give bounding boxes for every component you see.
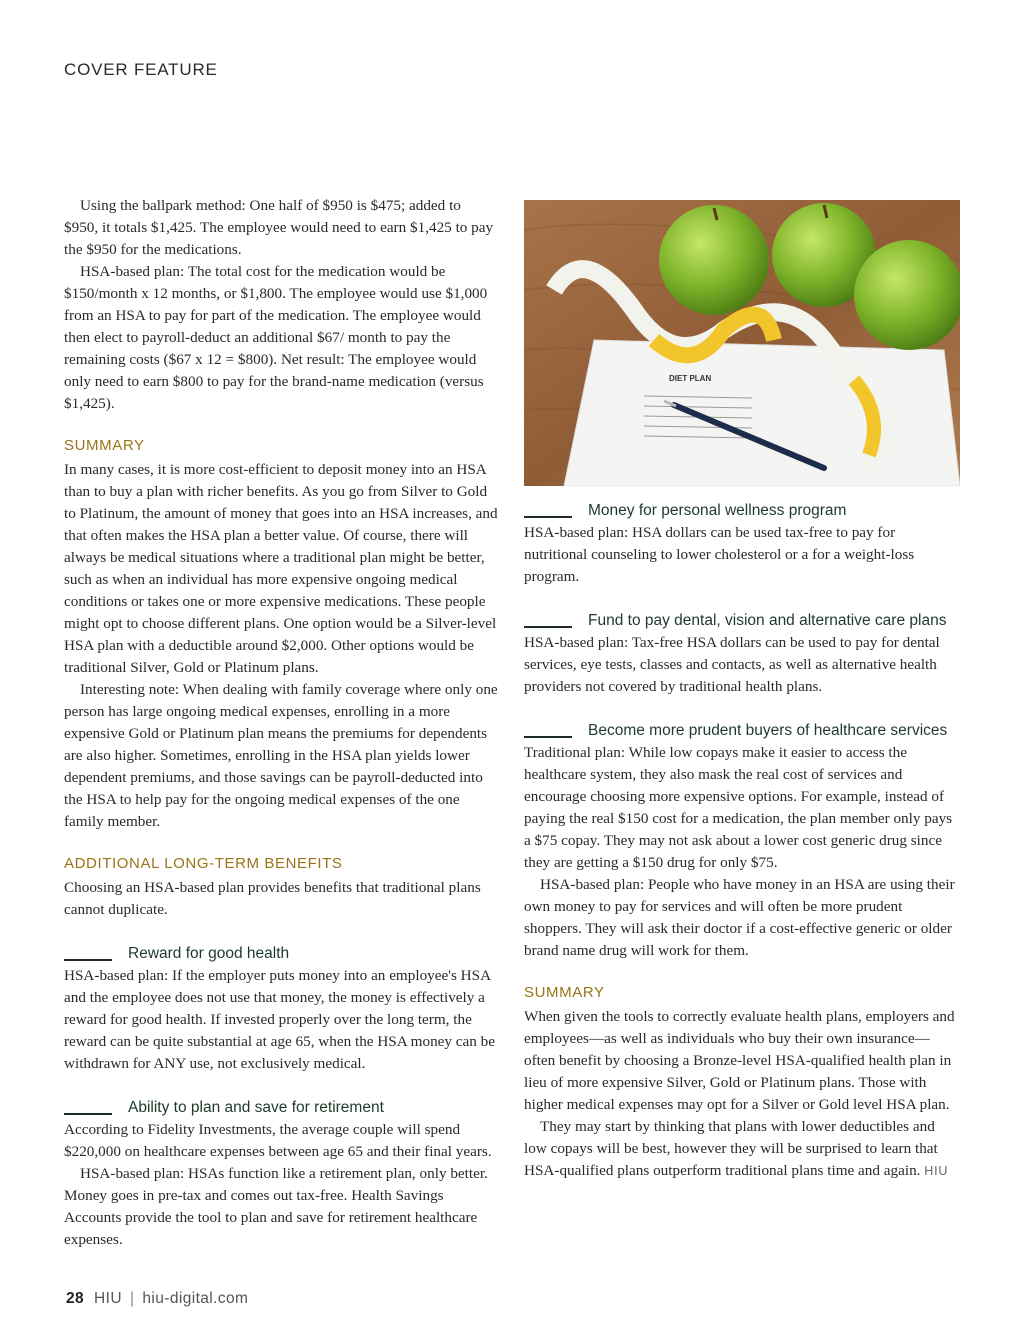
benefit-heading-text: Money for personal wellness program: [588, 502, 847, 519]
benefit-heading-dental: [524, 610, 960, 632]
website-link[interactable]: hiu-digital.com: [142, 1290, 249, 1307]
benefit-heading-text: Fund to pay dental, vision and alternative care plans: [588, 612, 947, 629]
body-paragraph: HSA-based plan: HSA dollars can be used tax-free to pay for nutritional counseling to lower cholesterol or a for a weight-loss program.: [524, 524, 915, 585]
body-paragraph: Choosing an HSA-based plan provides benefits that traditional plans cannot duplicate.: [64, 879, 481, 918]
magazine-name: HIU: [94, 1290, 122, 1307]
body-paragraph: Using the ballpark method: One half of $950 is $475; added to $950, it totals $1,425. The employee would need to earn $1,425 to pay the $950 for the medications.: [64, 197, 494, 258]
body-paragraph: [524, 1116, 960, 1182]
heading-rule: [524, 626, 572, 628]
benefit-heading-prudent: [524, 720, 960, 742]
footer-separator: |: [129, 1290, 135, 1307]
end-signature: HIU: [924, 1164, 949, 1178]
closing-text: They may start by thinking that plans with lower deductibles and low copays will be best, however they will be surprised to learn that HSA-qualified plans outperform traditional plans time and again.: [524, 1118, 938, 1179]
benefit-heading-retirement: [64, 1097, 498, 1119]
body-paragraph: HSA-based plan: Tax-free HSA dollars can be used to pay for dental services, eye tests, classes and contacts, as well as alternative health providers not covered by traditional health plans.: [524, 634, 940, 695]
page-number: 28: [66, 1290, 85, 1307]
heading-rule: [524, 736, 572, 738]
right-column: [524, 200, 960, 1182]
heading-rule: [64, 959, 112, 961]
body-paragraph: According to Fidelity Investments, the average couple will spend $220,000 on healthcare expenses between age 65 and their final years.: [64, 1121, 492, 1160]
benefit-heading-text: Become more prudent buyers of healthcare services: [588, 722, 948, 739]
body-paragraph: Traditional plan: While low copays make it easier to access the healthcare system, they also mask the real cost of services and encourage choosing more expensive options. For example, instead of paying the real $150 cost for a medication, the plan member only pays a $75 copay. They may not ask about a lower cost generic drug since they are getting a $150 drug for only $75.: [524, 744, 953, 871]
body-paragraph: HSA-based plan: If the employer puts money into an employee's HSA and the employee does not use that money, the money is effectively a reward for good health. If invested properly over the long term, the reward can be quite substantial at age 65, when the HSA money can be withdrawn for ANY use, not exclusively medical.: [64, 967, 496, 1072]
body-paragraph: In many cases, it is more cost-efficient to deposit money into an HSA than to buy a plan with richer benefits. As you go from Silver to Gold to Platinum, the amount of money that goes into an HSA increases, and that often makes the HSA plan a better value. Of course, there will always be medical situations where a traditional plan might be better, such as when an individual has more expensive ongoing medical conditions or takes one or more expensive medications. These people might opt to choose different plans. One option would be a Silver-level HSA plan with a deductible around $2,000. Other options would be traditional Silver, Gold or Platinum plans.: [64, 461, 498, 676]
heading-rule: [524, 516, 572, 518]
heading-rule: [64, 1113, 112, 1115]
benefit-heading-wellness: [524, 500, 960, 522]
page-footer: [66, 1290, 248, 1308]
body-paragraph: HSA-based plan: The total cost for the medication would be $150/month x 12 months, or $1,800. The employee would use $1,000 from an HSA to pay for part of the medication. The employee would then elect to payroll-deduct an additional $67/ month to pay the remaining costs ($67 x 12 = $800). Net result: The employee would only need to earn $800 to pay for the brand-name medication (versus $1,425).: [64, 263, 488, 412]
apples-tape-illustration: [524, 200, 960, 486]
summary-heading: SUMMARY: [64, 437, 145, 454]
body-paragraph: When given the tools to correctly evaluate health plans, employers and employees—as well as individuals who buy their own insurance—often benefit by choosing a Bronze-level HSA-qualified health plan in lieu of more expensive Silver, Gold or Platinum plans. Those with higher medical expenses may opt for a Silver or Gold level HSA plan.: [524, 1008, 955, 1113]
section-label: COVER FEATURE: [64, 60, 218, 79]
benefit-heading-reward: [64, 943, 498, 965]
body-paragraph: HSA-based plan: People who have money in an HSA are using their own money to pay for services and will often be more prudent shoppers. They will ask their doctor if a cost-effective generic or older brand name drug will work for them.: [524, 876, 955, 959]
diet-plan-label: DIET PLAN: [669, 374, 712, 383]
diet-plan-photo: [524, 200, 960, 486]
benefit-heading-text: Ability to plan and save for retirement: [128, 1099, 384, 1116]
summary-heading: SUMMARY: [524, 984, 605, 1001]
left-column: [64, 195, 498, 1251]
body-paragraph: HSA-based plan: HSAs function like a retirement plan, only better. Money goes in pre-tax and comes out tax-free. Health Savings Accounts provide the tool to plan and save for retirement healthcare expenses.: [64, 1165, 488, 1248]
body-paragraph: Interesting note: When dealing with family coverage where only one person has large ongoing medical expenses, enrolling in a more expensive Gold or Platinum plan means the premiums for dependents are also higher. Sometimes, enrolling in the HSA plan yields lower dependent premiums, and those savings can be payroll-deducted into the HSA to help pay for the ongoing medical expenses of the one family member.: [64, 681, 498, 830]
benefits-heading: ADDITIONAL LONG-TERM BENEFITS: [64, 855, 343, 872]
benefit-heading-text: Reward for good health: [128, 945, 290, 962]
